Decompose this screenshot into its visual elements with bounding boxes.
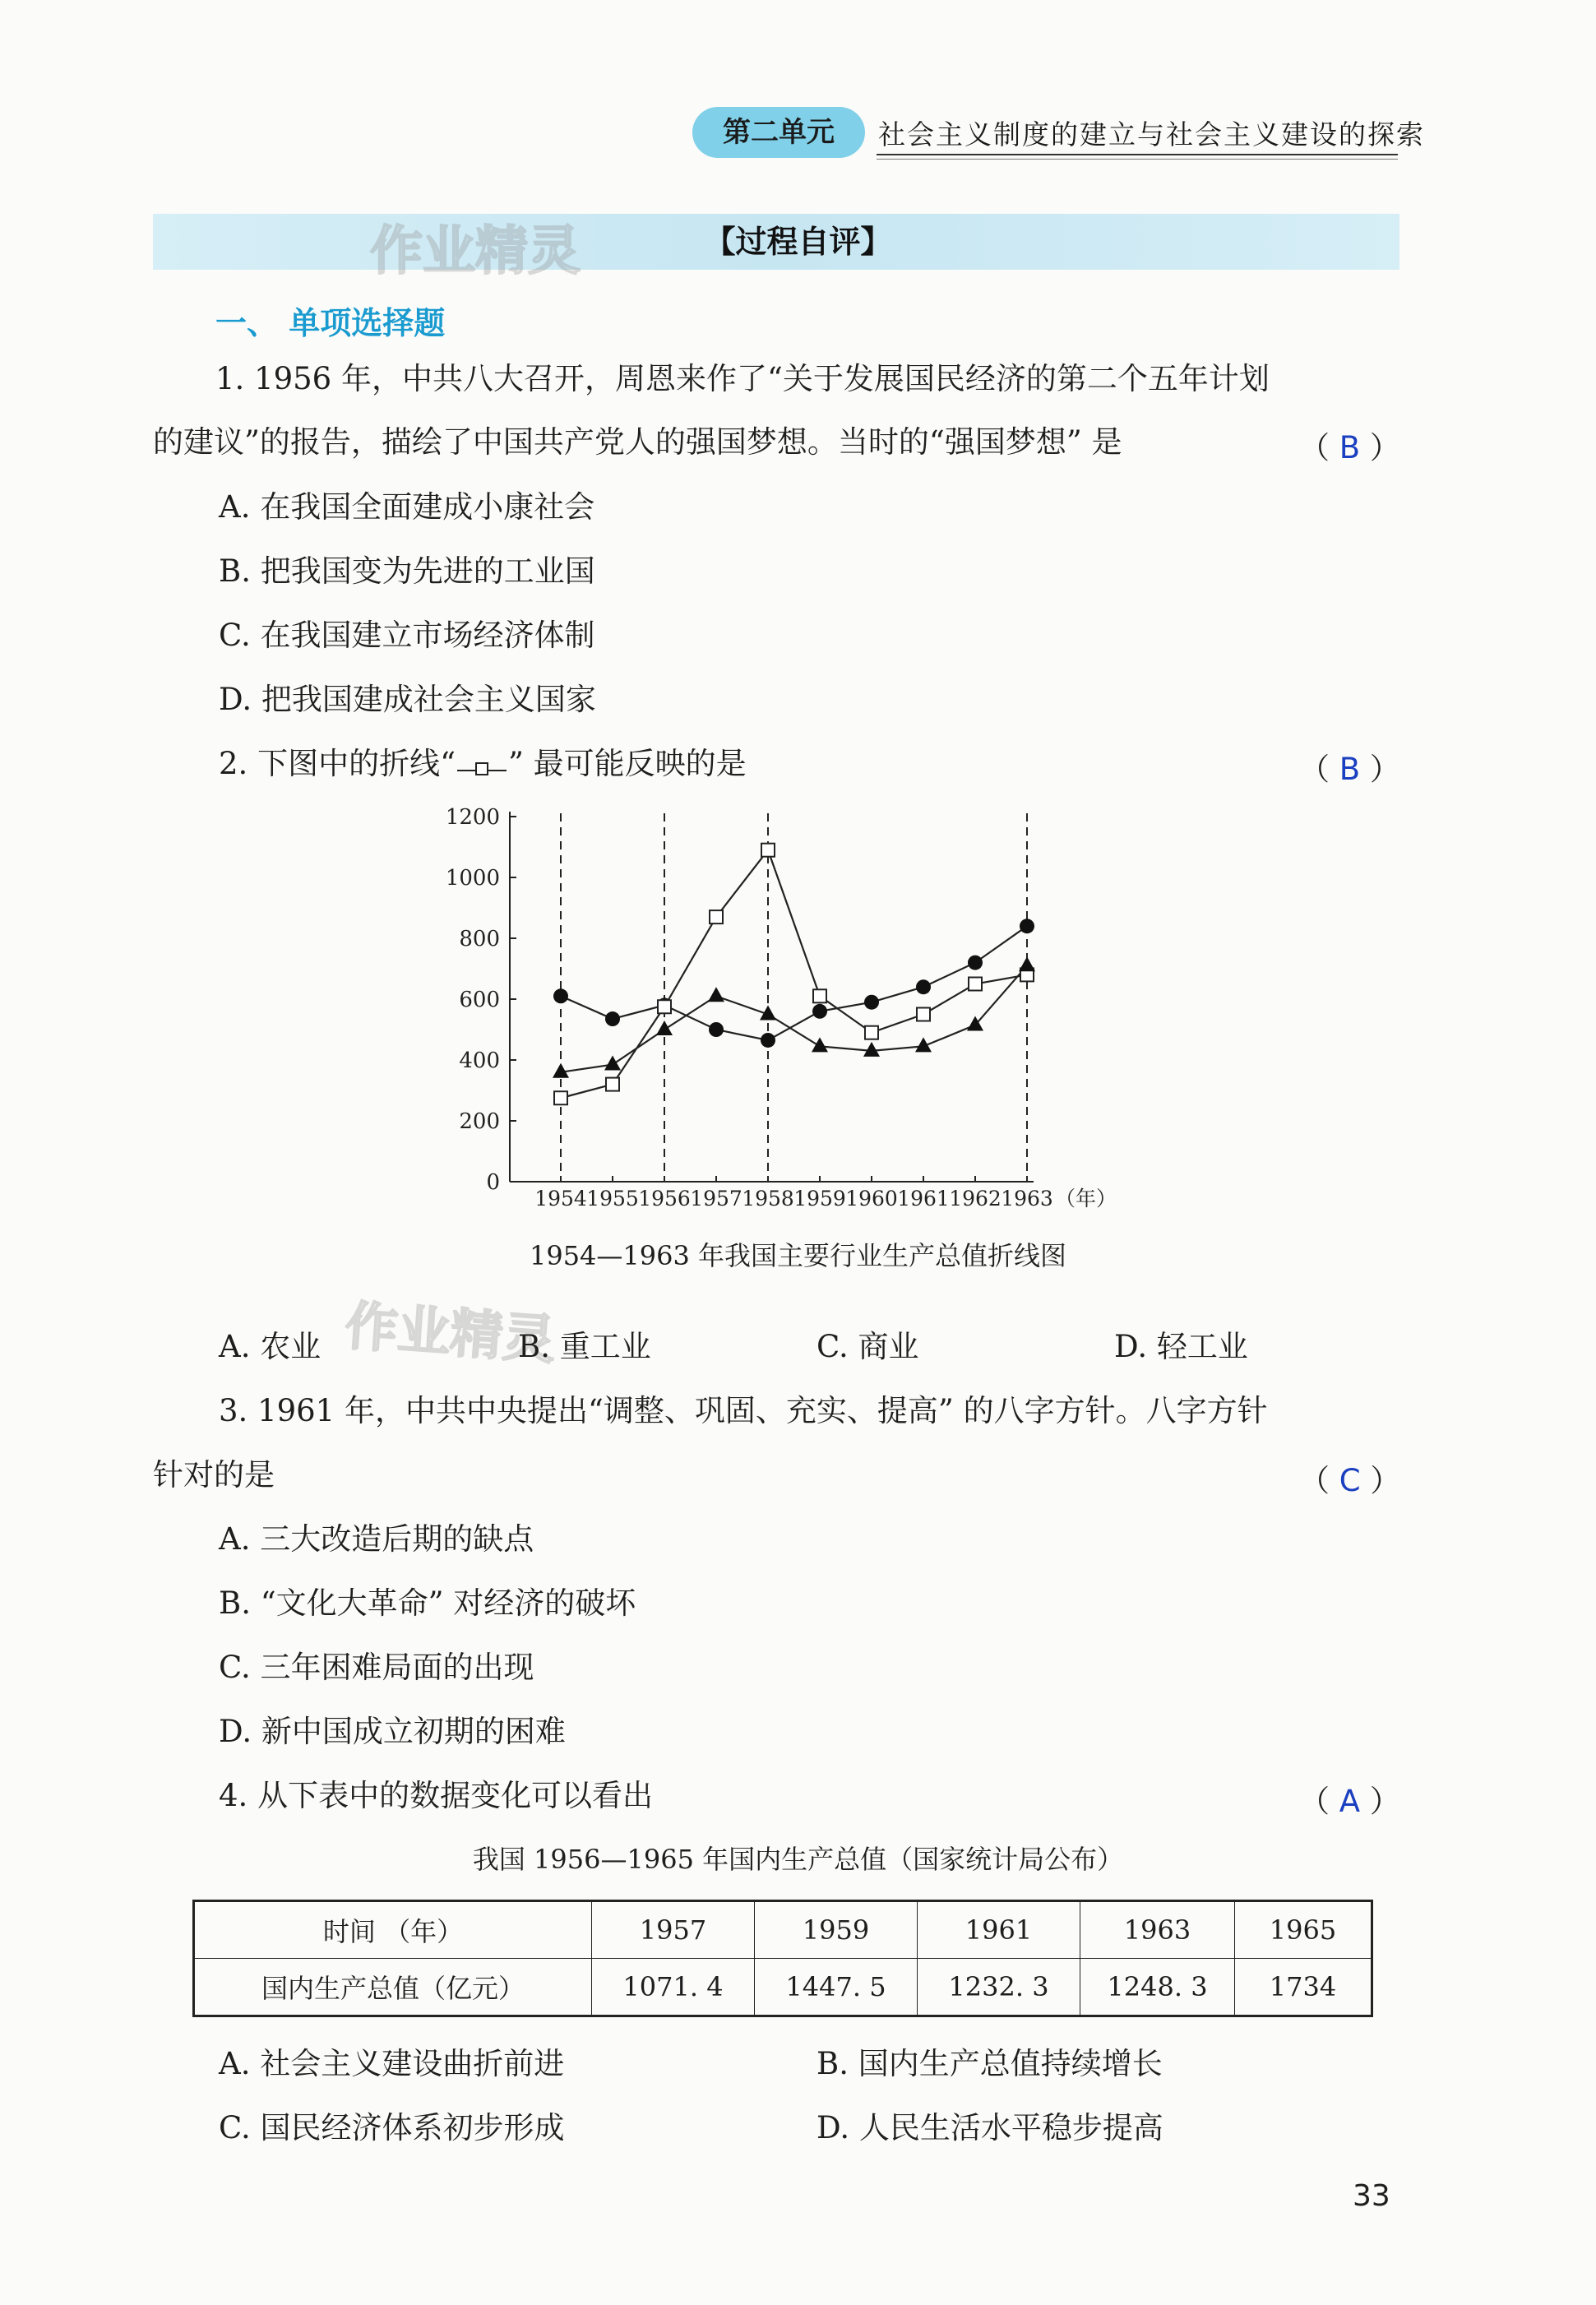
q1-answer-bracket: （ B ） [1299, 430, 1400, 465]
table-cell: 1447. 5 [755, 1959, 918, 2016]
data-point-triangle [656, 1021, 673, 1035]
data-point-circle [812, 1004, 827, 1019]
table-cell: 1959 [755, 1901, 918, 1959]
q1-option-c: C. 在我国建立市场经济体制 [219, 618, 595, 653]
data-point-circle [864, 995, 879, 1010]
x-tick-label: 1962 [949, 1187, 1002, 1210]
data-point-triangle [863, 1042, 880, 1057]
y-tick-label: 400 [459, 1048, 500, 1073]
x-tick-label: 1956 [638, 1187, 691, 1210]
table-row [194, 1959, 1372, 2016]
series-line-circle [561, 926, 1027, 1040]
section-title: 一、 单项选择题 [215, 305, 446, 341]
q3-answer-bracket: （ C ） [1299, 1463, 1401, 1498]
q4-option-a: A. 社会主义建设曲折前进 [219, 2046, 565, 2081]
x-axis-label: （年） [1055, 1187, 1117, 1210]
header-rule-thin [877, 159, 1398, 160]
series-line-square [561, 850, 1027, 1099]
y-tick-label: 600 [459, 988, 500, 1012]
unit-title: 社会主义制度的建立与社会主义建设的探索 [878, 118, 1425, 150]
q2-option-b: B. 重工业 [518, 1329, 651, 1364]
y-tick-label: 1000 [445, 866, 500, 891]
x-tick-label: 1959 [793, 1187, 846, 1210]
q3-option-b: B. “文化大革命” 对经济的破坏 [219, 1585, 636, 1621]
data-point-triangle [1019, 956, 1035, 971]
q1-line2: 的建议”的报告，描绘了中国共产党人的强国梦想。当时的“强国梦想” 是 [153, 424, 1122, 460]
q4-option-c: C. 国民经济体系初步形成 [219, 2110, 565, 2145]
data-point-square [865, 1026, 878, 1039]
q1-option-a: A. 在我国全面建成小康社会 [219, 489, 595, 525]
data-point-circle [553, 988, 568, 1003]
table-cell: 1957 [592, 1901, 755, 1959]
q2-option-a: A. 农业 [219, 1329, 322, 1364]
gdp-table [192, 1900, 1373, 2017]
chart-title: 1954—1963 年我国主要行业生产总值折线图 [529, 1240, 1067, 1271]
data-point-square [917, 1008, 930, 1021]
q2-stem-post: ” 最可能反映的是 [507, 746, 747, 781]
x-tick-label: 1958 [742, 1187, 794, 1210]
x-tick-label: 1954 [534, 1187, 587, 1210]
q2-option-d: D. 轻工业 [1114, 1329, 1248, 1364]
data-point-square [606, 1078, 619, 1091]
q3-line1: 3. 1961 年，中共中央提出“调整、巩固、充实、提高” 的八字方针。八字方针 [219, 1393, 1268, 1428]
banner-title: 【过程自评】 [704, 224, 892, 260]
q2-answer: B [1339, 752, 1361, 787]
q3-line2: 针对的是 [153, 1457, 275, 1493]
data-point-circle [605, 1011, 620, 1026]
open-square-line-icon [456, 752, 508, 777]
data-point-triangle [708, 987, 724, 1002]
table-cell: 1071. 4 [592, 1959, 755, 2016]
q1-line1: 1. 1956 年，中共八大召开，周恩来作了“关于发展国民经济的第二个五年计划 [215, 361, 1270, 396]
q4-stem: 4. 从下表中的数据变化可以看出 [219, 1778, 654, 1813]
data-point-square [969, 978, 982, 991]
q4-answer: A [1339, 1784, 1361, 1819]
data-point-circle [761, 1033, 775, 1048]
q2-stem [219, 744, 747, 784]
table-cell: 1734 [1235, 1959, 1372, 2016]
q3-option-d: D. 新中国成立初期的困难 [219, 1714, 566, 1749]
table-cell: 1965 [1235, 1901, 1372, 1959]
q3-answer: C [1339, 1463, 1361, 1498]
q1-option-d: D. 把我国建成社会主义国家 [219, 682, 596, 717]
data-point-square [710, 910, 723, 923]
data-point-square [658, 1000, 671, 1013]
data-point-square [813, 989, 826, 1002]
x-tick-label: 1961 [897, 1187, 950, 1210]
q2-answer-bracket: （ B ） [1299, 752, 1400, 787]
data-point-square [554, 1091, 567, 1104]
data-point-circle [709, 1022, 724, 1037]
q1-answer: B [1339, 430, 1361, 465]
y-tick-label: 800 [459, 927, 500, 951]
table-row [194, 1901, 1372, 1959]
q4-option-d: D. 人民生活水平稳步提高 [817, 2110, 1163, 2145]
table-cell: 1232. 3 [918, 1959, 1080, 2016]
unit-label: 第二单元 [692, 107, 865, 158]
x-tick-label: 1960 [845, 1187, 898, 1210]
header-rule [877, 154, 1398, 155]
data-point-circle [1020, 919, 1034, 933]
table-row-label: 国内生产总值（亿元） [194, 1959, 592, 2016]
data-point-circle [968, 956, 983, 970]
data-point-triangle [604, 1056, 621, 1071]
x-tick-label: 1963 [1001, 1187, 1053, 1210]
x-tick-label: 1955 [586, 1187, 639, 1210]
data-point-circle [916, 979, 931, 994]
table-cell: 1963 [1080, 1901, 1235, 1959]
q1-option-b: B. 把我国变为先进的工业国 [219, 553, 595, 589]
y-tick-label: 1200 [445, 805, 500, 830]
q4-answer-bracket: （ A ） [1299, 1784, 1400, 1819]
q3-option-a: A. 三大改造后期的缺点 [219, 1521, 534, 1557]
table-cell: 1248. 3 [1080, 1959, 1235, 2016]
data-point-square [761, 844, 775, 857]
q3-option-c: C. 三年困难局面的出现 [219, 1650, 534, 1685]
page-number: 33 [1353, 2179, 1390, 2213]
watermark-2: 作业精灵 [343, 1296, 557, 1372]
x-tick-label: 1957 [690, 1187, 742, 1210]
table-cell: 1961 [918, 1901, 1080, 1959]
y-tick-label: 0 [486, 1170, 500, 1195]
watermark: 作业精灵 [370, 221, 581, 282]
table-title: 我国 1956—1965 年国内生产总值（国家统计局公布） [472, 1844, 1124, 1875]
q2-stem-pre: 2. 下图中的折线“ [219, 746, 456, 781]
table-row-label: 时间 （年） [194, 1901, 592, 1959]
y-tick-label: 200 [459, 1109, 500, 1134]
q2-option-c: C. 商业 [817, 1329, 919, 1364]
line-chart [428, 802, 1168, 1225]
q4-option-b: B. 国内生产总值持续增长 [817, 2046, 1163, 2081]
data-point-triangle [812, 1037, 828, 1052]
